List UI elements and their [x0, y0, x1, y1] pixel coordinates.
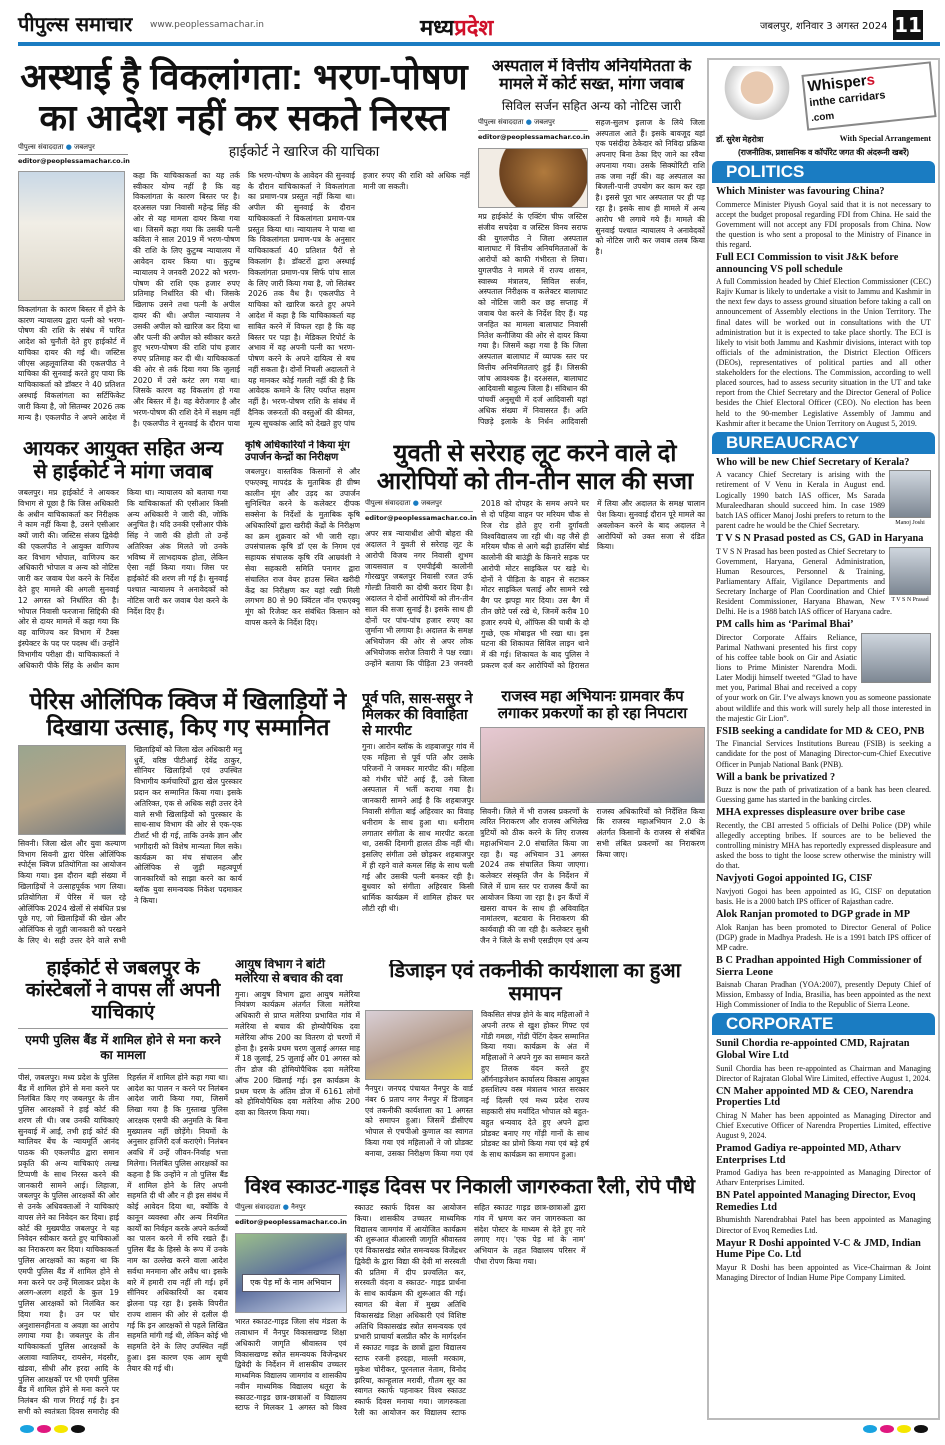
whisper-item-body: Director Corporate Affairs Reliance, Parimal Nathwani presented his first copy of his coffee table book on Gir and Asiatic lions to Prime Minister Narendra Modi. Later Modiji himself tweeted “Glad to have met you, Parimal Bhai and received a copy of your work on Gir. I’ve always known you as someone passionate about wildlife and this work will surely help all those interested in the majestic Gir Lion”. [716, 632, 931, 723]
whisper-item-headline: Which Minister was favouring China? [716, 186, 885, 197]
reporter-name: पीपुल्स संवाददाता [478, 117, 524, 126]
ayush-body [235, 990, 360, 1170]
byline-city: नैनपुर [291, 1203, 306, 1211]
registration-mark-yellow [897, 1425, 911, 1433]
pm-meeting-photo [861, 633, 931, 683]
lead-headline: अस्थाई है विकलांगता: भरण-पोषण का आदेश नहीं कर सकते निरस्त [20, 56, 468, 139]
whispers-tagline: (राजनीतिक, प्रशासनिक व कॉर्पोरेट जगत की अंदरूनी खबरें) [737, 148, 910, 157]
corporate-section-label: CORPORATE [712, 1013, 935, 1035]
purv-headline: पूर्व पति, सास-ससुर ने मिलकर की विवाहिता से मारपीट [362, 690, 473, 739]
ayush-body-text: गुना। आयुष विभाग द्वारा आयुष मलेरिया नियंत्रण कार्यक्रम अंतर्गत जिला मलेरिया अधिकारी से प्राप्त मलेरिया प्रभावित गांव में मलेरिया से बचाव की होम्योपैथिक दवा मलेरिया ऑफ 200 का वितरण दो चरणों में होना है। इसके प्रथम चरण जुलाई अगस्त माह में 18 जुलाई, 25 जुलाई और 01 अगस्त को तीन डोज की होमियोपैथिक दवा मलेरिया ऑफ 200 खिलाई गई। इस कार्यक्रम के प्रथम चरण के अंतिम डोज में 6161 लोगों को होमियोपैथिक दवा मलेरिया ऑफ 200 दवा का वितरण किया गया। [235, 989, 360, 1118]
whisper-item-text [716, 547, 931, 618]
whisper-item-body: Recently, the CBI arrested 5 officials of Delhi Police (DP) while allegedly accepting bribes. If sources are to be believed the controlling ministry MHA has reportedly expressed displeasure and asked the boss to tight the loose screw otherwise the ministry will do that. [716, 820, 931, 871]
paris-body-text: सिवनी। जिला खेल और युवा कल्याण विभाग सिवनी द्वारा पेरिस ओलिंपिक स्पोर्ट्स क्विज प्रतियोगिता का आयोजन किया गया। इस दौरान बड़ी संख्या में खिलाड़ियों ने उत्साहपूर्वक भाग लिया। प्रतियोगिता में पेरिस में चल रहे ओलिंपिक 2024 खेलों से संबंधित प्रश्न पूछे गए, जो खिलाड़ियों की खेल और ओलिंपिक से जुड़ी जानकारी को परखने के लिए थे। सही उत्तर देने वाले सभी खिलाड़ियों को जिला खेल अधिकारी मनु धुर्वे, वरिष्ठ पीटीआई देवेंद्र ठाकुर, सीनियर खिलाड़ियों एवं उपस्थित विभागीय कर्मचारियों द्वारा खेल पुरस्कार प्रदान कर सम्मानित किया गया। इसके अतिरिक्त, एक से अधिक सही उत्तर देने वाले सभी खिलाड़ियों को पुरस्कार के साथ-साथ विभाग की ओर से एक-एक टीशर्ट भी दी गई, ताकि उनके ज्ञान और भागीदारी को विशेष मान्यता मिल सके। कार्यक्रम का मंच संचालन और ओलिंपिक से जुड़ी महत्वपूर्ण जानकारियों को साझा करने का कार्य ब्लॉक युवा समन्वयक निकेश पदमाकर ने किया। [18, 744, 242, 945]
whisper-item-text [716, 887, 931, 907]
reporter-name: पीपुल्स संवाददाता [365, 499, 411, 508]
rajasva-body [480, 807, 705, 951]
registration-mark-black [71, 1425, 85, 1433]
yuvati-body [365, 499, 705, 680]
whisper-item-headline: Navjyoti Gogoi appointed IG, CISF [716, 873, 873, 885]
whisper-item-headline: CN Maher appointed MD & CEO, Narendra Properties Ltd [716, 1085, 914, 1109]
hospital-byline: पीपुल्स संवाददाता ● जबलपुर editor@peoplessamachar.co.in [478, 117, 590, 141]
section-title [420, 12, 493, 42]
masthead: पीपुल्स समाचार [18, 12, 133, 36]
whisper-item-text [716, 980, 931, 1010]
purv-article [362, 690, 474, 950]
paris-article [18, 688, 358, 950]
registration-mark-yellow [54, 1425, 68, 1433]
logo-text: Whisper [806, 72, 868, 96]
whispers-credits [716, 134, 931, 145]
rajasva-article [480, 688, 705, 950]
scout-article [235, 1176, 705, 1420]
whisper-item-text [716, 470, 931, 531]
whisper-item-headline: Who will be new Chief Secretary of Kerala? [716, 456, 910, 468]
workshop-photo [365, 1010, 473, 1080]
quiz-participants-photo [18, 745, 126, 835]
aaykar-article [18, 438, 228, 680]
whisper-item-body: A full Commission headed by Chief Election Commissioner (CEC) Rajiv Kumar is likely to undertake a visit to Jammu and Kashmir in the next few days to assess ground situation before taking a call on announcement of Assembly elections in the Union Territory. The final dates will be worked out in consultations with the UT administration but it is expected to take place shortly. The ECI is likely to visit both Jammu and Kashmir divisions, interact with top officials of the administration, the District Election Officers (DEOs), representatives of political parties and all other stakeholders for the elections. The Commission, according to well placed sources, had to assess security situation in the UT and take report from the Chief Secretary and the Director General of Police besides the Chief Electoral Officer (CEO). No election has been held to the 90-member Legislative Assembly of Jammu and Kashmir after it became the Union Territory on August 5, 2019. [716, 277, 931, 428]
aaykar-body [18, 488, 228, 680]
whisper-item-body: The Financial Services Institutions Bureau (FSIB) is seeking a candidate for the post of Managing Director-cum-Chief Executive Officer in Punjab National Bank (PNB). [716, 739, 931, 769]
design-body-text: नैनपुर। जनपद पंचायत नैनपुर के वार्ड नंबर 6 प्रताप नगर नैनपुर में डिजाइन एवं तकनीकी कार्यशाला का 1 अगस्त को समापन हुआ। जिसमें डीसीएच भोपाल से एचपीओ कुणाल का स्वागत किया गया एवं महिलाओं ने जो प्रोडक्ट बनाया, उसका निरीक्षण किया गया एवं विकसित संपन्न होने के बाद महिलाओं ने अपनी तरफ से खुश होकर गिफ्ट एवं गोंडी गमछा, गोंडी पेंटिंग देकर सम्मानित किया गया। कार्यक्रम के अंत में महिलाओं ने अपने गुरु का सम्मान करते हुए तिलक वंदन करते हुए ऑर्गनाइजेशन कार्यालय विकास आयुक्त हस्तशिल्प वस्त्र मंत्रालय भारत सरकार नई दिल्ली एवं मध्य प्रदेश राज्य सहकारी संघ मर्यादित भोपाल को बहुत-बहुत धन्यवाद देते हुए अपने द्वारा प्रोडक्ट बनाए गए गोंड़ी गानों के साथ प्रोडक्ट का प्रोमो किया गया एवं बड़े हर्ष के साथ कार्यक्रम का समापन हुआ। [365, 1010, 589, 1160]
scout-rally-photo [235, 1233, 347, 1313]
whisper-item-body: Navjyoti Gogoi has been appointed as IG, CISF on deputation basis. He is a 2000 batch IPS officer of Rajasthan cadre. [716, 887, 931, 907]
hospital-body-text: मप्र हाईकोर्ट के एक्टिंग चीफ जस्टिस संजीव सचदेवा व जस्टिस विनय सराफ की युगलपीठ ने जिला अस्पताल बालाघाट में वित्तीय अनियमितताओं के आरोपों को काफी गंभीरता से लिया। युगलपीठ ने मामले में राज्य शासन, स्वास्थ्य मंत्रालय, सिविल सर्जन, अस्पताल निरीक्षक व कलेक्टर बालाघाट को नोटिस जारी कर छह सप्ताह में जवाब पेश करने के निर्देश दिए हैं। यह जनहित का मामला बालाघाट निवासी नितेश कनौजिया की ओर से दायर किया गया है। जिसमें कहा गया है कि जिला अस्पताल बालाघाट में व्यापक स्तर पर वित्तीय अनियमितताएं हुई हैं। जिसकी जांच आवश्यक है। दरअसल, बालाघाट आदिवासी बाहुल्य जिला है। संविधान की पांचवीं अनुसूची में दर्ज आदिवासी यहां अधिक संख्या में निवासरत हैं। अति पिछड़े इलाके के निर्धन आदिवासी सहज-सुलभ इलाज के लिये जिला अस्पताल आते हैं। इसके बावजूद यहां एक पसंदीदा ठेकेदार को निविदा प्रक्रिया अपनाए बिना ठेका दिए जाने का रवैया अपनाया गया। उसके सिक्योरिटी राशि तक जमा नहीं की। वह अस्पताल का बिजली-पानी उपयोग कर काम कर रहा है। इससे पूरा भार अस्पताल पर ही पड़ रहा है। इसके साथ ही मामले में अन्य आरोप भी लगाये गये हैं। मामले की सुनवाई पश्चात न्यायालय ने अनावेदकों को नोटिस जारी कर जवाब तलब किया है। [478, 117, 705, 426]
krishi-article [245, 440, 360, 680]
logo-text-2: inthe carridars [808, 89, 887, 110]
highcourt-building-photo [18, 171, 125, 301]
whisper-item-body: Alok Ranjan has been promoted to Director General of Police (DGP) grade in Madhya Pradesh. He is a 1991 batch IPS officer of MP cadre. [716, 922, 931, 952]
lead-meta [18, 143, 470, 171]
lead-body-text: विकलांगता के कारण बिस्तर में होने के कारण न्यायालय द्वारा पत्नी को भरण-पोषण की राशि के संबंध में पारित आदेश को चुनौती देते हुए हाईकोर्ट में याचिका दायर की गई थी। जस्टिस जीएस अहलूवालिया की एकलपीठ ने याचिका की सुनवाई करते हुए पाया कि याचिकाकर्ता को डॉक्टर ने 40 प्रतिशत अस्थाई विकलांगता का सर्टिफिकेट जारी किया है, जो सितम्बर 2026 तक मान्य है। एकलपीठ ने अपने आदेश में कहा कि याचिकाकर्ता का यह तर्क स्वीकार योग्य नहीं है कि वह विकलांगता के कारण बिस्तर पर है। दरअसल पन्ना निवासी महेन्द्र सिंह की ओर से यह मामला दायर किया गया था। जिसमें कहा गया कि उसकी पत्नी कविता ने साल 2019 में भरण-पोषण की राशि के लिए कुटुम्ब न्यायालय में आवेदन दायर किया था। कुटुम्ब न्यायालय ने जनवरी 2022 को भरण-पोषण की राशि एक हजार रुपए प्रतिमाह निर्धारित की थी। जिसके खिलाफ उसने तथा पत्नी के अपील दायर की थी। अपील न्यायालय ने उसकी अपील को खारिज कर दिया था और पत्नी की अपील को स्वीकार करते हुए भरण-पोषण की राशि पांच हजार रुपए प्रतिमाह कर दी थी। याचिकाकर्ता की ओर से तर्क दिया गया कि जुलाई 2020 में उसे करंट लग गया था। जिसके कारण वह विकलांग हो गया और बिस्तर में है। वह बेरोजगार है और भरण-पोषण की राशि देने में सक्षम नहीं है। एकलपीठ ने सुनवाई के दौरान पाया कि भरण-पोषण के आवेदन की सुनवाई के दौरान याचिकाकर्ता ने विकलांगता का प्रमाण-पत्र प्रस्तुत नहीं किया था। अपील की सुनवाई के दौरान याचिकाकर्ता ने विकलांगता प्रमाण-पत्र प्रस्तुत किया था। न्यायालय ने पाया था कि विकलांगता प्रमाण-पत्र के अनुसार याचिकाकर्ता 40 प्रतिशत पैरों से विकलांग है। डॉक्टरों द्वारा अस्थाई विकलांगता प्रमाण-पत्र सिर्फ पांच साल के लिए जारी किया गया है, जो सितंबर 2026 तक वैध है। एकलपीठ ने याचिका को खारिज करते हुए अपने आदेश में कहा है कि याचिकाकर्ता यह साबित करने में विफल रहा है कि वह बिस्तर पर पड़ा है। मेडिकल रिपोर्ट के अभाव में वह अपनी पत्नी का भरण-पोषण करने के अपने दायित्व से बच नहीं सकता है। दोनों निचली अदालतों ने यह मानकर कोई गलती नहीं की है कि आवेदक कमाने के लिए पर्याप्त सक्षम नहीं है। भरण-पोषण राशि के संबंध में दैनिक जरूरतों की वस्तुओं की कीमत, मूल्य सूचकांक आदि को देखते हुए पांच हजार रुपए की राशि को अधिक नहीं मानी जा सकती। [18, 170, 470, 428]
constable-body [18, 1073, 228, 1420]
constable-headline: हाईकोर्ट से जबलपुर के कांस्टेबलों ने वापस लीं अपनी याचिकाएं [25, 958, 221, 1023]
whisper-item-body: Buzz is now the path of privatization of a bank has been cleared. Guessing game has started in the banking circles. [716, 785, 931, 805]
issue-date: जबलपुर, शनिवार 3 अगस्त 2024 [760, 21, 888, 32]
yuvati-article [365, 440, 705, 680]
scout-banner: एक पेड़ माँ के नाम अभियान [242, 1274, 340, 1291]
photo-caption: Manoj Joshi [895, 520, 925, 527]
byline-city: जबलपुर [534, 117, 555, 126]
reporter-name: पीपुल्स संवाददाता [18, 142, 64, 151]
whisper-item-text [716, 785, 931, 805]
design-article [365, 960, 705, 1170]
header-rule [18, 42, 940, 46]
officer-photo-image [889, 547, 931, 595]
yuvati-byline: पीपुल्स संवाददाता ● जबलपुर editor@peoplessamachar.co.in [365, 499, 477, 523]
whisper-item-text [716, 923, 931, 953]
whisper-item-text [716, 1111, 931, 1141]
whisper-item-headline: Sunil Chordia re-appointed CMD, Rajratan Global Wire Ltd [716, 1038, 910, 1061]
reporter-name: पीपुल्स संवाददाता [235, 1203, 281, 1211]
officer-photo-image [889, 470, 931, 518]
lead-subhead: हाईकोर्ट ने खारिज की याचिका [228, 142, 380, 159]
whisper-item-text [716, 1263, 931, 1283]
rajasva-headline: राजस्व महा अभियानः ग्रामवार कैंप लगाकर प्रकरणों का हो रहा निपटारा [497, 688, 688, 723]
registration-mark-black [914, 1425, 928, 1433]
registration-mark-magenta [880, 1425, 894, 1433]
byline-email[interactable]: editor@peoplessamachar.co.in [18, 156, 130, 165]
section-title-part-1: मध्य [420, 16, 455, 41]
website-link[interactable]: www.peoplessamachar.in [150, 20, 264, 30]
section-title-part-2: प्रदेश [454, 16, 494, 41]
whisper-item-text [716, 277, 931, 429]
scout-body [235, 1203, 705, 1420]
whispers-column [707, 58, 940, 1420]
registration-mark-cyan [863, 1425, 877, 1433]
logo-text-s: s [865, 71, 876, 90]
whisper-item-body: A vacancy Chief Secretary is arising with the retirement of V Venu in Kerala in August end. Logically 1990 batch IAS officer, Ms Sarada Muraleedharan should succeed him. In case 1989 batch IAS officer Manoj Joshi prefers to return to the parent cadre he would be the Chief Secretary. [716, 470, 885, 530]
byline-email[interactable]: editor@peoplessamachar.co.in [235, 1217, 347, 1226]
registration-mark-cyan [20, 1425, 34, 1433]
officer-photo [889, 547, 931, 605]
logo-text-3: .com [810, 110, 835, 125]
lead-byline: पीपुल्स संवाददाता ● जबलपुर editor@peoplessamachar.co.in [18, 142, 130, 165]
aaykar-body-text: जबलपुर। मप्र हाईकोर्ट ने आयकर विभाग से पूछा है कि जिस अधिकारी के अधीन याचिकाकर्ता कर निरीक्षक ने काम नहीं किया है, उसने एसीआर क्यों जारी की। जस्टिस संजय द्विवेदी की एकलपीठ ने आयुक्त वाणिज्य कर विभाग भोपाल, वाणिज्य कर अधिकारी भोपाल व अन्य को नोटिस जारी कर जवाब पेश करने के निर्देश देते हुए मामले की अगली सुनवाई 12 अगस्त को निर्धारित की है। भोपाल निवासी फरजाना सिद्दिकी की ओर से दायर मामले में कहा गया कि वह वाणिज्य कर विभाग में टैक्स इंस्पेक्टर के पद पर पदस्थ थीं। उन्होंने विभागीय परीक्षा दी। याचिकाकर्ता ने अधिकारी पीके सिंह के अधीन काम किया था। न्यायालय को बताया गया कि याचिकाकर्ता की एसीआर किसी अन्य अधिकारी ने जारी की, जोकि अनुचित है। यदि उनकी एसीआर पीके सिंह ने जारी की होती तो उन्हें अतिरिक्त अंक मिलते जो उनके भविष्य में लाभदायक होता, लेकिन ऐसा नहीं किया गया। जिस पर हाईकोर्ट की शरण ली गई है। सुनवाई पश्चात न्यायालय ने अनावेदकों को नोटिस जारी कर जवाब पेश करने के निर्देश दिए हैं। [18, 488, 228, 670]
whisper-item-body: Sunil Chordia has been re-appointed as Chairman and Managing Director of Rajratan Global Wire Limited, effective August 1, 2024. [716, 1063, 931, 1083]
whispers-banner [716, 64, 931, 134]
paris-headline: पेरिस ओलिंपिक क्विज में खिलाड़ियों ने दिखाया उत्साह, किए गए सम्मानित [29, 688, 347, 741]
author-photo [722, 66, 792, 128]
whisper-item-body: Commerce Minister Piyush Goyal said that it is not necessary to accept the budget proposal regarding FDI from China. He said the Government will not accept any FDI proposals from China. Now the question is who sent a proposal to the Ministry of Finance in this regard. [716, 199, 931, 249]
whispers-logo [801, 61, 936, 130]
whisper-item-headline: Mayur R Doshi appointed V-C & JMD, Indian Hume Pipe Co. Ltd [716, 1237, 921, 1261]
hospital-article [478, 58, 705, 430]
byline-email[interactable]: editor@peoplessamachar.co.in [478, 132, 590, 141]
krishi-body [245, 467, 360, 680]
hospital-subhead: सिविल सर्जन सहित अन्य को नोटिस जारी [501, 98, 682, 113]
hospital-headline: अस्पताल में वित्तीय अनियमितता के मामले में कोर्ट सख्त, मांगा जवाब [491, 58, 692, 94]
whisper-item-text [716, 821, 931, 872]
politics-section-label: POLITICS [712, 161, 935, 183]
byline-city: जबलपुर [74, 142, 95, 151]
gavel-photo [478, 148, 588, 208]
design-body [365, 1010, 705, 1170]
krishi-headline: कृषि अधिकारियों ने किया मूंग उपार्जन केन्द्रों का निरीक्षण [245, 440, 350, 463]
constable-article [18, 958, 228, 1420]
whisper-item-text [716, 633, 931, 724]
ayush-article [235, 958, 360, 1170]
constable-body-text: पीसं, जबलपुर। मध्य प्रदेश के पुलिस बैंड में शामिल होने से मना करने पर निलंबित किए गए जबलपुर के तीन पुलिस आरक्षकों ने हाई कोर्ट की शरण ली थी। जब उनकी याचिकाएं सुनवाई में आईं, तभी हाई कोर्ट की ग्वालियर बेंच के न्यायमूर्ति आनंद पाठक की एकलपीठ द्वारा समान प्रकृति की अन्य याचिकाएं तल्ख टिप्पणी के साथ निरस्त करने की जानकारी सामने आई। लिहाजा, जबलपुर के पुलिस आरक्षकों की ओर से उनके अधिवक्ताओं ने याचिकाएं वापस लेने का निवेदन कर दिया। हाई कोर्ट की मुख्यपीठ जबलपुर ने यह निवेदन स्वीकार करते हुए याचिकाओं का निराकरण कर दिया। याचिकाकर्ता पुलिस आरक्षकों का कहना था कि एमपी पुलिस बैंड में शामिल होने से मना करने पर उन्हें मिलाकर प्रदेश के अलग-अलग शहरों के कुल 19 पुलिस आरक्षकों को निलंबित कर दिया गया है। उन पर घोर अनुशासनहीनता व अवज्ञा का आरोप लगाया गया है। जबलपुर के तीन याचिकाकर्ता पुलिस आरक्षकों के अलावा ग्वालियर, रायसेन, मंदसौर, खंडवा, सीधी और हरदा आदि के पुलिस आरक्षकों पर भी एमपी पुलिस बैंड में शामिल होने से मना करने पर निलंबन की गाज गिराई गई है। इन सभी को स्वतंत्रता दिवस समारोह की रिहर्सल में शामिल होने कहा गया था। आदेश का पालन न करने पर निलंबन आदेश जारी किया गया, जिसमें लिखा गया है कि गुस्ताख पुलिस आरक्षक एसपी की अनुमति के बिना मुख्यालय नहीं छोड़ेंगे। नियमों के अनुसार हाजिरी दर्ज कराएंगे। निलंबन अवधि में उन्हें जीवन-निर्वाह भत्ता मिलेगा। निलंबित पुलिस आरक्षकों का कहना है कि उन्होंने न तो पुलिस बैंड में शामिल होने के लिए अपनी सहमति दी थी और न ही इस संबंध में कोई आवेदन दिया था, क्योंकि वे कानून व्यवस्था और अन्य नियमित कार्यों का निर्वहन करके अपने कर्तव्यों का पालन करने में रुचि रखते हैं। पुलिस बैंड के हिस्से के रूप में उनके नाम का उल्लेख करने वाला आदेश सर्वथा मनमाना और अवैध था। इसके बारे में हमारी राय नहीं ली गई। हमें सीनियर अधिकारियों का दबाव झेलना पड़ रहा है। इसके विपरीत राज्य शासन की ओर से दलील दी गई कि इन आरक्षकों से पहले लिखित सहमति मांगी गई थी, लेकिन कोई भी सहमति देने के लिए उपस्थित नहीं हुआ। इस कारण एक आम सूची तैयार की गई थी। [18, 1072, 228, 1416]
rajasva-body-text: सिवनी। जिले में भी राजस्व प्रकरणों के त्वरित निराकरण और राजस्व अभिलेख त्रुटियों को ठीक करने के लिए राजस्व महाअभियान 2.0 संचालित किया जा रहा है। यह अभियान 31 अगस्त 2024 तक संचालित किया जाएगा। कलेक्टर संस्कृति जैन के निर्देशन में जिले में ग्राम स्तर पर राजस्व कैंपों का आयोजन किया जा रहा है। इन कैंपों में खसरा वाचन के साथ ही अविवादित नामांतरण, बटवारा के निराकरण की कार्यवाही की जा रही है। कलेक्टर सुश्री जैन ने जिले के सभी एसडीएम एवं अन्य राजस्व अधिकारियों को निर्देशित किया कि राजस्व महाअभियान 2.0 के अंतर्गत किसानों के राजस्व से संबंधित सभी लंबित प्रकरणों का निराकरण किया जाए। [480, 806, 705, 945]
whisper-item-body: Pramod Gadiya has been re-appointed as Managing Director of Atharv Enterprises Limited. [716, 1168, 931, 1188]
constable-pullquote: एमपी पुलिस बैंड में शामिल होने से मना करने का मामला [18, 1028, 228, 1069]
whisper-item-headline: Will a bank be privatized ? [716, 771, 836, 783]
photo-caption: T V S N Prasad [891, 596, 929, 603]
ayush-headline: आयुष विभाग ने बांटी मलेरिया से बचाव की दवा [235, 958, 343, 985]
whisper-item-body: T V S N Prasad has been posted as Chief Secretary to Government, Haryana, General Administration, Human Resources, Personnel & Training, Parliamentary Affair, Vigilance Departments and Secretary Incharge of Plan Coordination and Chief Resident Commissioner, Haryana Bhawan, New Delhi. He is a 1988 batch IAS officer of Haryana cadre. [716, 546, 893, 617]
whisper-item-text [716, 1064, 931, 1084]
whisper-item-headline: T V S N Prasad posted as CS, GAD in Haryana [716, 532, 924, 544]
aaykar-headline: आयकर आयुक्त सहित अन्य से हाईकोर्ट ने मांगा जवाब [23, 438, 223, 483]
whisper-item-headline: Full ECI Commission to visit J&K before announcing VS poll schedule [716, 252, 899, 275]
yuvati-headline: युवती से सरेराह लूट करने वाले दो आरोपियों को तीन-तीन साल की सजा [376, 440, 694, 495]
lead-article [18, 56, 470, 430]
krishi-body-text: जबलपुर। वास्तविक किसानों से और एफएक्यू मापदंड के मुताबिक ही ग्रीष्म कालीन मूंग और उड़द का उपार्जन सुनिश्चित करने के कलेक्टर दीपक सक्सेना के निर्देशों के मुताबिक कृषि अधिकारियों द्वारा खरीदी केंद्रों के निरीक्षण का क्रम शुक्रवार को भी जारी रहा। उपसंचालक कृषि डॉ एस के निगम एवं सहायक संचालक कृषि रवि आम्रवंशी ने सेवा सहकारी समिति पनागर द्वारा संचालित राज वेयर हाउस स्थित खरीदी केंद्र का निरीक्षण कर यहां रखी मिली लगभग 80 से 90 क्विंटल नॉन एफएक्यू मूंग को रिजेक्ट कर संबंधित किसान को वापस करने के निर्देश दिए। [245, 467, 360, 627]
purv-body-text: गुना। आरोन ब्लॉक के शहबाजपुर गांव में एक महिला से पूर्व पति और उसके परिजनों ने जमकर मारपीट की। महिला को गंभीर चोटें आई हैं, उसे जिला अस्पताल में भर्ती कराया गया है। जानकारी सामने आई है कि शहबाजपुर निवासी संगीता बाई अहिरवार का विवाह धनीराम के साथ हुआ था। धनीराम लगातार संगीता के साथ मारपीट करता था, उसकी दिमागी हालत ठीक नहीं थी। इसलिए संगीता उसे छोड़कर शहबाजपुर में ही रहने वाले कमल सिंह के साथ चली गई और उसकी पत्नी बनकर रही है। बुधवार को संगीता अहिरवार किसी धार्मिक कार्यक्रम में शामिल होकर घर लौटी रही थी। [362, 742, 474, 913]
author-name: डॉ. सुरेश मेहरोत्रा [716, 135, 764, 144]
revenue-camp-photo [480, 727, 705, 803]
whisper-item-text [716, 1168, 931, 1188]
hospital-body [478, 118, 705, 430]
whisper-item-text [716, 739, 931, 769]
whisper-item-body: Mayur R Doshi has been appointed as Vice-Chairman & Joint Managing Director of Indian Hume Pipe Company Limited. [716, 1262, 931, 1282]
whisper-item-body: Bhumishth Narendrabhai Patel has been appointed as Managing Director of Evoq Remedies Ltd. [716, 1215, 931, 1235]
arrangement-note: With Special Arrangement [839, 134, 931, 143]
whisper-item-headline: MHA expresses displeasure over bribe case [716, 807, 906, 819]
scout-headline: विश्व स्काउट-गाइड दिवस पर निकाली जागरुकता रैली, रोपे पौधे [244, 1176, 696, 1198]
paris-body [18, 745, 358, 950]
whisper-item-headline: B C Pradhan appointed High Commissioner of Sierra Leone [716, 955, 922, 978]
whisper-item-headline: PM calls him as ‘Parimal Bhai’ [716, 619, 854, 631]
byline-email[interactable]: editor@peoplessamachar.co.in [365, 514, 477, 523]
whisper-item-text [716, 200, 931, 251]
bureaucracy-section-label: BUREAUCRACY [712, 432, 935, 454]
yuvati-body-text: अपर सत्र न्यायाधीश ओपी बोहरा की अदालत ने युवती से सरेराह लूट के आरोपी विजय नगर निवासी शुभम जायसवाल व एमपीईबी कालोनी गोरखपुर जबलपुर निवासी रजत उर्फ गोल्डी तिवारी का दोषी करार दिया है। अदालत ने दोनों आरोपियों को तीन-तीन साल की सजा सुनाई है। इसके साथ ही दोनों पर पांच-पांच हजार रुपए का जुर्माना भी लगाया है। अदालत के समक्ष अभियोजन की ओर से अपर लोक अभियोजक सरोज तिवारी ने पक्ष रखा। उन्होंने बताया कि पीड़िता 23 जनवरी 2018 को दोपहर के समय अपने घर से दो पहिया वाहन पर मरियम चौक से रिज रोड होते हुए रानी दुर्गावती विश्वविद्यालय जा रही थी। वह जैसे ही मरियम चौक से आगे बढ़ी हाउसिंग बोर्ड कालोनी की बाउंड्री के किनारे सड़क पर आरोपी मोटर साइकिल पर खड़े थे। दोनों ने पीड़िता के वाहन से सटाकर मोटर साइकिल चलाई और सामने रखे बैग पर झपट्टा मार दिया। उस बैग में तीन छोटे पर्स रखे थे, जिनमें करीब 10 हजार रुपये थे, ऑफिस की चाबी के दो गुच्छे, एक मोबाइल भी रखा था। इस घटना की शिकायत सिविल लाइन थाने में की गई। शिकायत के बाद पुलिस ने प्रकरण दर्ज कर आरोपियों को हिरासत में लिया और अदालत के समक्ष चालान पेश किया। सुनवाई दौरान पूरे मामले का अवलोकन करने के बाद अदालत ने आरोपियों को उक्त सजा से दंडित किया। [365, 499, 705, 670]
registration-mark-magenta [37, 1425, 51, 1433]
scout-body-text: भारत स्काउट-गाइड जिला संघ मंडला के तत्वाधान में नैनपुर विकासखण्ड शिक्षा अधिकारी जागृति श्रीवास्तव एवं विकासखण्ड स्त्रोत समन्वयक विजेन्द्रधर द्विवेदी के निर्देशन में शासकीय उच्चतर माध्यमिक विद्यालय जामगांव व शासकीय नवीन माध्यमिक विद्यालय धतूरा के स्काउट-गाइड छात्र-छात्राओं व विद्यालय स्टाफ ने मिलकर 1 अगस्त को विश्व स्काउट स्कार्फ दिवस का आयोजन किया। शासकीय उच्चतर माध्यमिक विद्यालय जामगांव में आयोजित कार्यक्रम की शुरूआत बीआरसी जागृति श्रीवास्तव एवं विकासखंड स्त्रोत समन्वयक विजेंद्रधर द्विवेदी के द्वारा विद्या की देवी मां सरस्वती की प्रतिमा में दीप प्रज्वलित कर, सरस्वती वंदना व स्काउट- गाइड प्रार्थना के साथ कार्यक्रम की शुरूआत की गई। स्वागत की बेला में मुख्य अतिथि विकासखंड शिक्षा अधिकारी एवं विशिष्ट अतिथि विकासखंड स्त्रोत समन्वयक एवं प्रभारी प्राचार्या बलप्रीत कौर के मार्गदर्शन में स्काउट गाइड के छात्रों द्वारा विद्यालय स्टाफ रजनी हरदहा, माल्ती मरकाम, मुकेश चोरीकर, पूरनलाल नेताम, विनोद झरिया, कान्हूलाल मरावी, गौतम सूर का स्वागत स्कार्फ पहनाकर विश्व स्काउट स्कार्फ दिवस मनाया गया। जागरुकता रैली का आयोजन कर विद्यालय स्टाफ सहित स्काउट गाइड छात्र-छात्राओं द्वारा गांव में भ्रमण कर जन जागरुकता का संदेश पोस्टर के माध्यम से देते हुए नारे लगाए गए। 'एक पेड़ मां के नाम' अभियान के तहत विद्यालय परिसर में पौधा रोपण किया गया। [235, 1203, 586, 1417]
officer-photo [889, 470, 931, 528]
whisper-item-headline: FSIB seeking a candidate for MD & CEO, PNB [716, 725, 925, 737]
whisper-item-headline: Pramod Gadiya re-appointed MD, Atharv Enterprises Ltd [716, 1143, 901, 1166]
byline-city: जबलपुर [421, 499, 442, 508]
whisper-item-body: Chirag N Maher has been appointed as Managing Director and Chief Executive Officer of Narendra Properties Limited, effective August 9, 2024. [716, 1110, 931, 1141]
whisper-item-text [716, 1215, 931, 1235]
whisper-item-body: Baisnab Charan Pradhan (YOA:2007), presently Deputy Chief of Mission, Embassy of India, Brasilia, has been appointed as the next High Commissioner of India to the Republic of Sierra Leone. [716, 980, 931, 1010]
lead-body [18, 171, 470, 430]
whisper-item-headline: Alok Ranjan promoted to DGP grade in MP [716, 909, 911, 921]
purv-body [362, 742, 474, 950]
scout-byline: पीपुल्स संवाददाता ● नैनपुर editor@peoplessamachar.co.in [235, 1203, 347, 1226]
whisper-item-headline: BN Patel appointed Managing Director, Evoq Remedies Ltd [716, 1190, 916, 1213]
page-number: 11 [893, 10, 923, 40]
design-headline: डिजाइन एवं तकनीकी कार्यशाला का हुआ समापन [389, 960, 681, 1005]
